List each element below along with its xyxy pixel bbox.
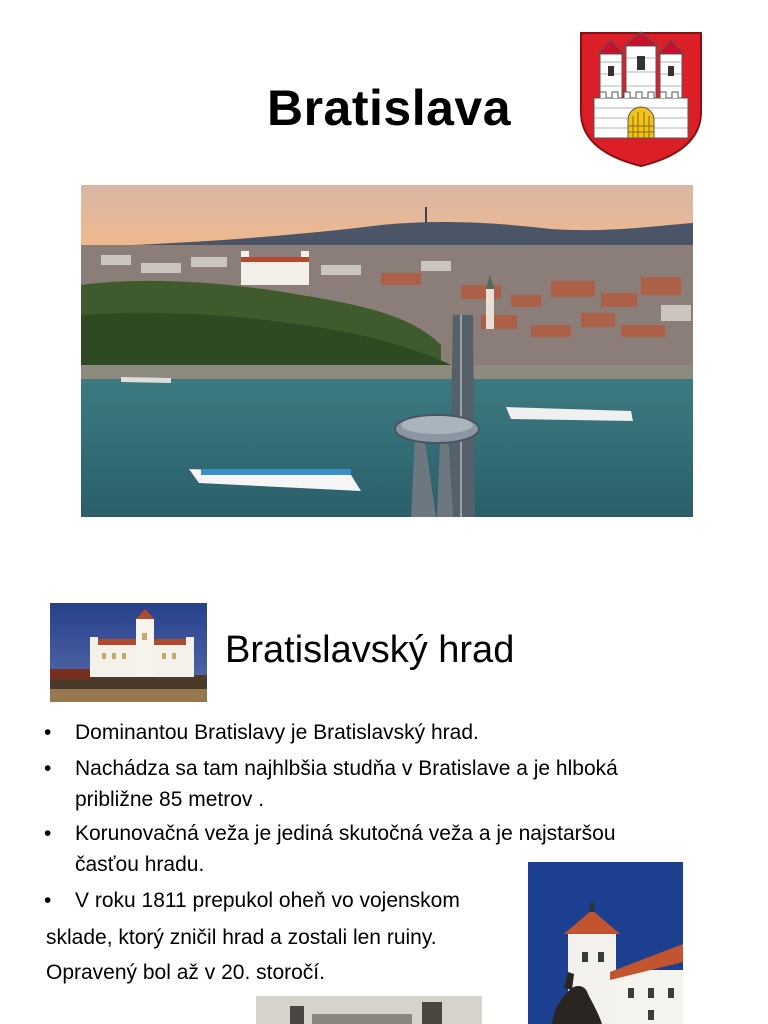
bullet-marker: • [44,889,52,912]
bullet-text: Dominantou Bratislavy je Bratislavský hrad. [75,721,479,744]
bullet-item [44,753,674,815]
paragraph-line: Opravený bol až v 20. storočí. [46,961,325,984]
bullet-marker: • [44,822,52,845]
section-heading: Bratislavský hrad [225,629,515,671]
paragraph-line: sklade, ktorý zničil hrad a zostali len ruiny. [46,926,437,949]
castle-ruins-photo [256,996,482,1024]
castle-tower-photo [528,862,683,1024]
city-panorama-photo [81,185,693,517]
bullet-marker: • [44,757,52,780]
coat-of-arms-image [578,30,704,168]
castle-night-photo [50,603,207,702]
bullet-text: V roku 1811 prepukol oheň vo vojenskom [75,889,460,912]
page-title: Bratislava [266,80,512,136]
bullet-item [44,717,494,748]
bullet-item [44,885,514,916]
bullet-text: Nachádza sa tam najhlbšia studňa v Bratislave a je hlboká približne 85 metrov . [75,757,618,811]
bullet-text: Korunovačná veža je jediná skutočná veža a je najstaršou časťou hradu. [75,822,616,876]
bullet-marker: • [44,721,52,744]
